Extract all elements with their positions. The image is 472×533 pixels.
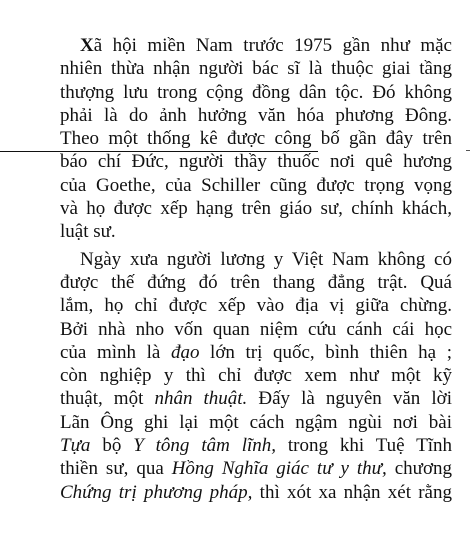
paragraph-1 (60, 34, 452, 244)
text-line: báo chí Đức, người thầy thuốc nơi quê hương (60, 151, 452, 173)
text-span: ã hội miền Nam trước 1975 gần như mặc (93, 35, 452, 56)
text-span: thiền sư, qua (60, 458, 172, 480)
body-text (60, 34, 452, 504)
text-span: lớn trị quốc, bình thiên hạ ; (199, 341, 452, 363)
italic-title: Y tông tâm lĩnh, (133, 435, 277, 457)
text-line: thượng lưu trong cộng đồng dân tộc. Đó không (60, 81, 452, 103)
paragraph-2 (60, 248, 452, 504)
italic-title: Hồng Nghĩa giác tư y thư, (171, 458, 387, 480)
text-line (60, 387, 452, 410)
text-line: của Goethe, của Schiller cũng được trọng vọng (60, 174, 452, 196)
dropcap: X (80, 35, 94, 56)
text-line: Theo một thống kê được công bố gần đây trên (60, 128, 452, 150)
text-span: trong khi Tuệ Tĩnh (276, 435, 452, 457)
text-line: phải là do ảnh hưởng văn hóa phương Đông. (60, 104, 452, 126)
text-line (60, 341, 452, 364)
text-line: luật sư. (60, 221, 116, 243)
text-line: còn nghiệp y thì chỉ được xem như một kỹ (60, 365, 452, 387)
text-line: Ngày xưa người lương y Việt Nam không có (80, 248, 452, 270)
text-span: bộ (90, 435, 134, 457)
text-line: Bởi nhà nho vốn quan niệm cứu cánh cái học (60, 318, 452, 340)
edge-mark (466, 150, 470, 151)
text-line (60, 481, 452, 504)
italic-term: nhân thuật. (154, 388, 248, 410)
text-line: nhiên thừa nhận người bác sĩ là thuộc giai tầng (60, 58, 452, 80)
text-line (60, 457, 452, 480)
text-line: và họ được xếp hạng trên giáo sư, chính khách, (60, 198, 452, 220)
text-span: của mình là (60, 341, 171, 363)
text-line: lắm, họ chỉ được xếp vào địa vị giữa chừng. (60, 295, 452, 317)
text-span: chương (386, 458, 453, 480)
text-span: Đấy là nguyên văn lời (247, 388, 452, 410)
italic-term: đạo (170, 341, 200, 363)
text-line (60, 434, 452, 457)
text-line (60, 34, 452, 57)
text-span: thuật, một (60, 388, 155, 410)
text-line: được thế đứng đó trên thang đẳng trật. Quá (60, 271, 452, 293)
text-span: thì xót xa nhận xét rằng (252, 481, 452, 503)
text-line: Lãn Ông ghi lại một cách ngậm ngùi nơi bài (60, 411, 452, 433)
italic-title: Tựa (60, 435, 91, 457)
italic-title: Chứng trị phương pháp, (60, 481, 253, 503)
